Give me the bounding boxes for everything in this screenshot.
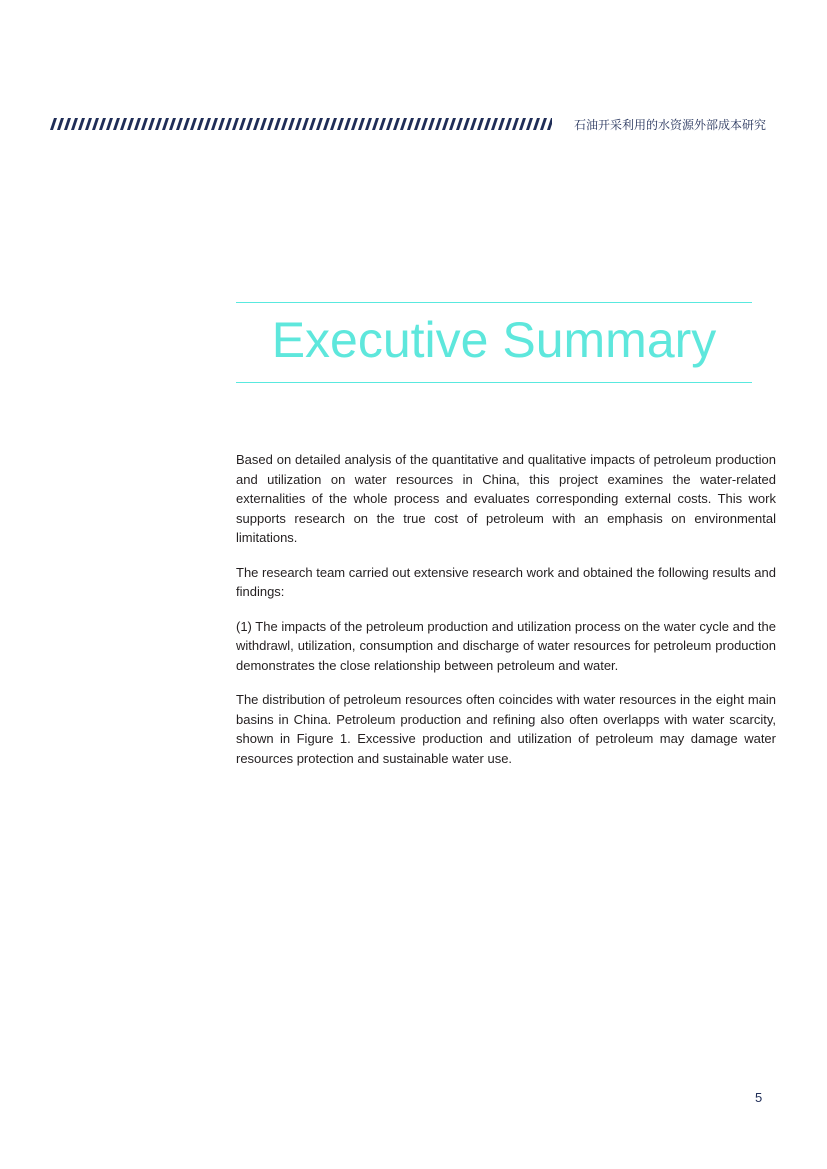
paragraph: Based on detailed analysis of the quantitative and qualitative impacts of petroleum production and utilization on water resources in China, this project examines the water-related externalities of the whole process and evaluates corresponding external costs. This work supports research on the true cost of petroleum with an emphasis on environmental limitations.	[236, 452, 776, 545]
running-header-title: 石油开采利用的水资源外部成本研究	[574, 118, 767, 132]
paragraph: (1) The impacts of the petroleum production and utilization process on the water cycle and the withdrawl, utilization, consumption and discharge of water resources for petroleum production demonstrates the close relationship between petroleum and water.	[236, 618, 776, 673]
paragraph: The distribution of petroleum resources often coincides with water resources in the eight main basins in China. Petroleum production and refining also often overlapps with water scarcity, shown in Figure 1. Excessive production and utilization of petroleum may damage water resources protection and sustainable water use.	[236, 692, 776, 766]
paragraph: The research team carried out extensive research work and obtained the following results and findings:	[236, 564, 776, 599]
page-number: 5	[755, 1090, 763, 1105]
section-title: Executive Summary	[271, 312, 717, 368]
header-stripe-bar	[50, 118, 552, 130]
title-bottom-rule	[236, 382, 752, 383]
body-text	[236, 450, 776, 783]
title-top-rule	[236, 302, 752, 303]
